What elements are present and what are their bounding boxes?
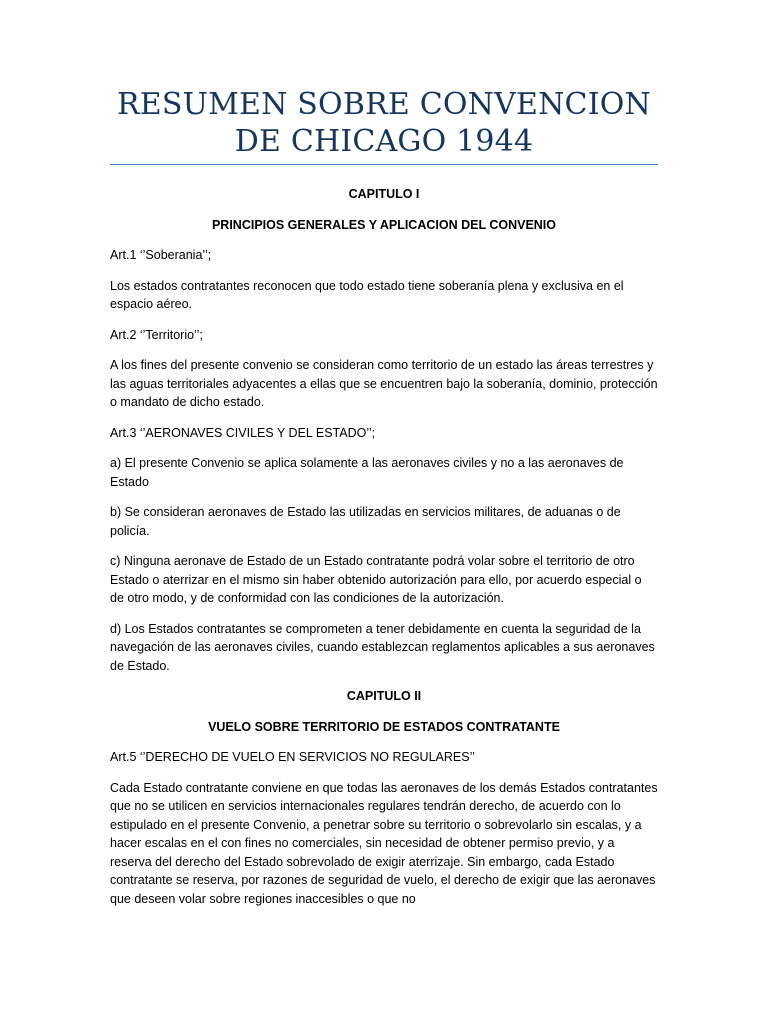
paragraph: Cada Estado contratante conviene en que todas las aeronaves de los demás Estados contratantes que no se utilicen en servicios internacionales regulares tendrán derecho, de acuerdo con lo estipulado en el presente Convenio, a penetrar sobre su territorio o sobrevolarlo sin escalas, y a hacer escalas en el con fines no comerciales, sin necesidad de obtener permiso previo, y a reserva del derecho del Estado sobrevolado de exigir aterrizaje. Sin embargo, cada Estado contratante se reserva, por razones de seguridad de vuelo, el derecho de exigir que las aeronaves que deseen volar sobre regiones inaccesibles o que no <box>110 780 658 906</box>
paragraph: Los estados contratantes reconocen que todo estado tiene soberanía plena y exclusiva en el espacio aéreo. <box>110 278 624 311</box>
article-heading: Art.5 ‘’DERECHO DE VUELO EN SERVICIOS NO REGULARES’’ <box>110 750 475 764</box>
article-heading: Art.1 ‘’Soberania’’; <box>110 248 212 262</box>
article-heading: Art.3 ‘’AERONAVES CIVILES Y DEL ESTADO’’; <box>110 425 376 440</box>
chapter-subheading: PRINCIPIOS GENERALES Y APLICACION DEL CONVENIO <box>211 217 557 232</box>
paragraph: a) El presente Convenio se aplica solamente a las aeronaves civiles y no a las aeronaves de Estado <box>110 456 624 489</box>
paragraph: b) Se consideran aeronaves de Estado las utilizadas en servicios militares, de aduanas o de policía. <box>110 505 621 538</box>
document-body <box>110 185 658 920</box>
paragraph: d) Los Estados contratantes se comprometen a tener debidamente en cuenta la seguridad de la navegación de las aeronaves civiles, cuando establezcan reglamentos aplicables a sus aeronaves de Estado. <box>110 621 655 673</box>
chapter-heading: CAPITULO II <box>346 689 422 703</box>
paragraph: c) Ninguna aeronave de Estado de un Estado contratante podrá volar sobre el territorio de otro Estado o aterrizar en el mismo sin haber obtenido autorización para ello, por acuerdo especial o de otro modo, y de conformidad con las condiciones de la autorización. <box>110 554 642 605</box>
title-underline <box>110 164 658 165</box>
document-title: RESUMEN SOBRE CONVENCION DE CHICAGO 1944 <box>116 87 651 159</box>
paragraph: A los fines del presente convenio se consideran como territorio de un estado las áreas terrestres y las aguas territoriales adyacentes a ellas que se encuentren bajo la soberanía, dominio, protección o mandato de dicho estado. <box>110 358 658 409</box>
article-heading: Art.2 ‘’Territorio’’; <box>110 327 203 342</box>
chapter-heading: CAPITULO I <box>348 187 420 201</box>
chapter-subheading: VUELO SOBRE TERRITORIO DE ESTADOS CONTRATANTE <box>208 719 560 734</box>
